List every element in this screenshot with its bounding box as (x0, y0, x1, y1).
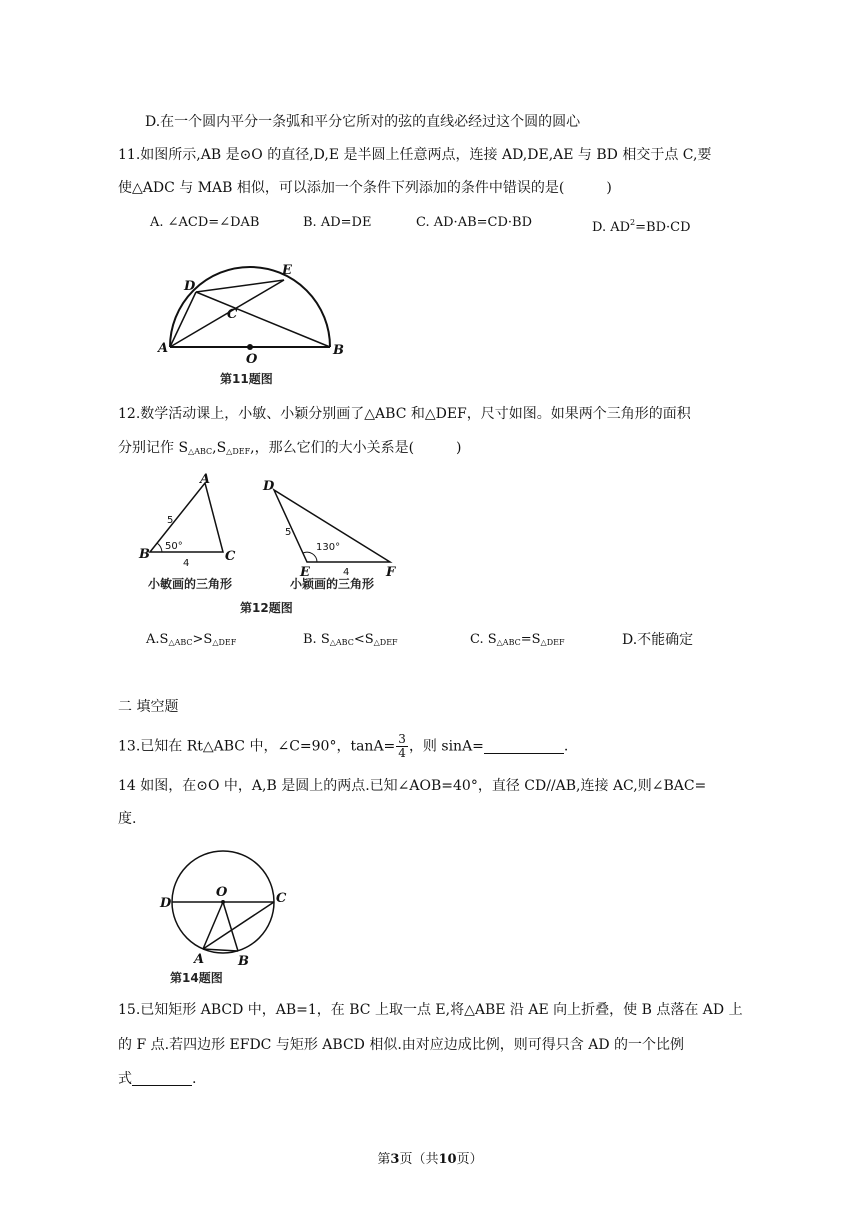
side-ef-length: 4 (343, 567, 350, 578)
label-d: D (263, 479, 275, 494)
q15-stem-line3: 式 . (118, 1071, 197, 1087)
q12-option-a: $A.S_{\triangle ABC}>S_{\triangle DEF}$ (146, 632, 237, 647)
answer-blank (484, 739, 564, 754)
label-d: D (160, 896, 172, 911)
center-dot (247, 344, 253, 350)
q12-option-c: C. $S_{\triangle ABC}=S_{\triangle DEF}$ (470, 632, 565, 647)
label-o: O (216, 885, 228, 900)
label-o: O (246, 352, 258, 367)
fraction-3-4: $\frac{3}{4}$ (398, 732, 406, 760)
label-c: C (227, 307, 238, 322)
q14-figure (150, 845, 290, 985)
side-bc-length: 4 (183, 558, 190, 569)
label-b: B (238, 954, 249, 969)
q13-stem: 13.已知在 Rt△ABC 中，∠C=90°，tanA= $\frac{3}{4}$ ，则 sinA= . (118, 732, 569, 760)
label-a: A (158, 341, 169, 356)
page-footer: 第3页（共10页） (377, 1152, 483, 1167)
label-f: F (386, 565, 396, 580)
q12-stem-line1: 12.数学活动课上，小敏、小颖分别画了△ABC 和△DEF，尺寸如图。如果两个三角形的面积 (118, 406, 691, 422)
q14-stem-line2: 度. (118, 811, 137, 827)
answer-blank (132, 1071, 192, 1086)
label-b: B (139, 547, 150, 562)
q11-figure (150, 252, 370, 394)
q15-stem-line1: 15.已知矩形 ABCD 中，AB=1，在 BC 上取一点 E,将△ABE 沿 AE 向上折叠，使 B 点落在 AD 上 (118, 1002, 743, 1018)
label-d: D (184, 279, 196, 294)
label-b: B (333, 343, 344, 358)
q10-option-d: D.在一个圆内平分一条弧和平分它所对的弦的直线必经过这个圆的圆心 (145, 114, 581, 130)
q12-option-d: D.不能确定 (622, 632, 694, 648)
center-dot (221, 900, 225, 904)
q12-option-b: B. $S_{\triangle ABC}<S_{\triangle DEF}$ (303, 632, 398, 647)
q12-stem-line2: 分别记作 $S_{\triangle ABC},S_{\triangle DEF}$,，那么它们的大小关系是( ) (118, 440, 462, 456)
left-triangle-caption: 小敏画的三角形 (148, 577, 233, 591)
q14-figure-caption: 第14题图 (170, 971, 223, 985)
label-a: A (194, 952, 205, 967)
label-e: E (282, 263, 292, 278)
angle-e-measure: 130° (316, 542, 341, 553)
side-de-length: 5 (285, 527, 292, 538)
q11-option-d: D. $AD^2=BD\cdot CD$ (592, 218, 691, 235)
angle-b-measure: 50° (165, 541, 183, 552)
angle-b-arc (157, 543, 162, 552)
label-e: E (300, 565, 310, 580)
q11-option-b: B. AD=DE (303, 215, 372, 230)
q11-option-c: C. AD·AB=CD·BD (416, 215, 533, 230)
section-heading-fill-in: 二 填空题 (118, 699, 179, 715)
q12-figure-caption: 第12题图 (240, 601, 293, 615)
q11-stem-line2: 使△ADC 与 MAB 相似，可以添加一个条件下列添加的条件中错误的是( ) (118, 180, 612, 196)
q11-stem-line1: 11.如图所示,AB 是⊙O 的直径,D,E 是半圆上任意两点，连接 AD,DE,AE 与 BD 相交于点 C,要 (118, 147, 712, 163)
right-triangle-caption: 小颖画的三角形 (290, 577, 375, 591)
q14-stem-line1: 14 如图，在⊙O 中，A,B 是圆上的两点.已知∠AOB=40°，直径 CD//AB,连接 AC,则∠BAC= (118, 778, 707, 794)
chord-de (196, 280, 284, 292)
label-a: A (200, 472, 211, 487)
side-ab-length: 5 (167, 515, 174, 526)
q11-option-a: A. ∠ACD=∠DAB (150, 215, 260, 230)
q12-figure (130, 470, 420, 620)
label-c: C (276, 891, 287, 906)
q15-stem-line2: 的 F 点.若四边形 EFDC 与矩形 ABCD 相似.由对应边成比例，则可得只含 AD 的一个比例 (118, 1037, 685, 1053)
q11-figure-caption: 第11题图 (220, 372, 273, 386)
triangle-abc (150, 483, 223, 552)
label-c: C (225, 549, 236, 564)
